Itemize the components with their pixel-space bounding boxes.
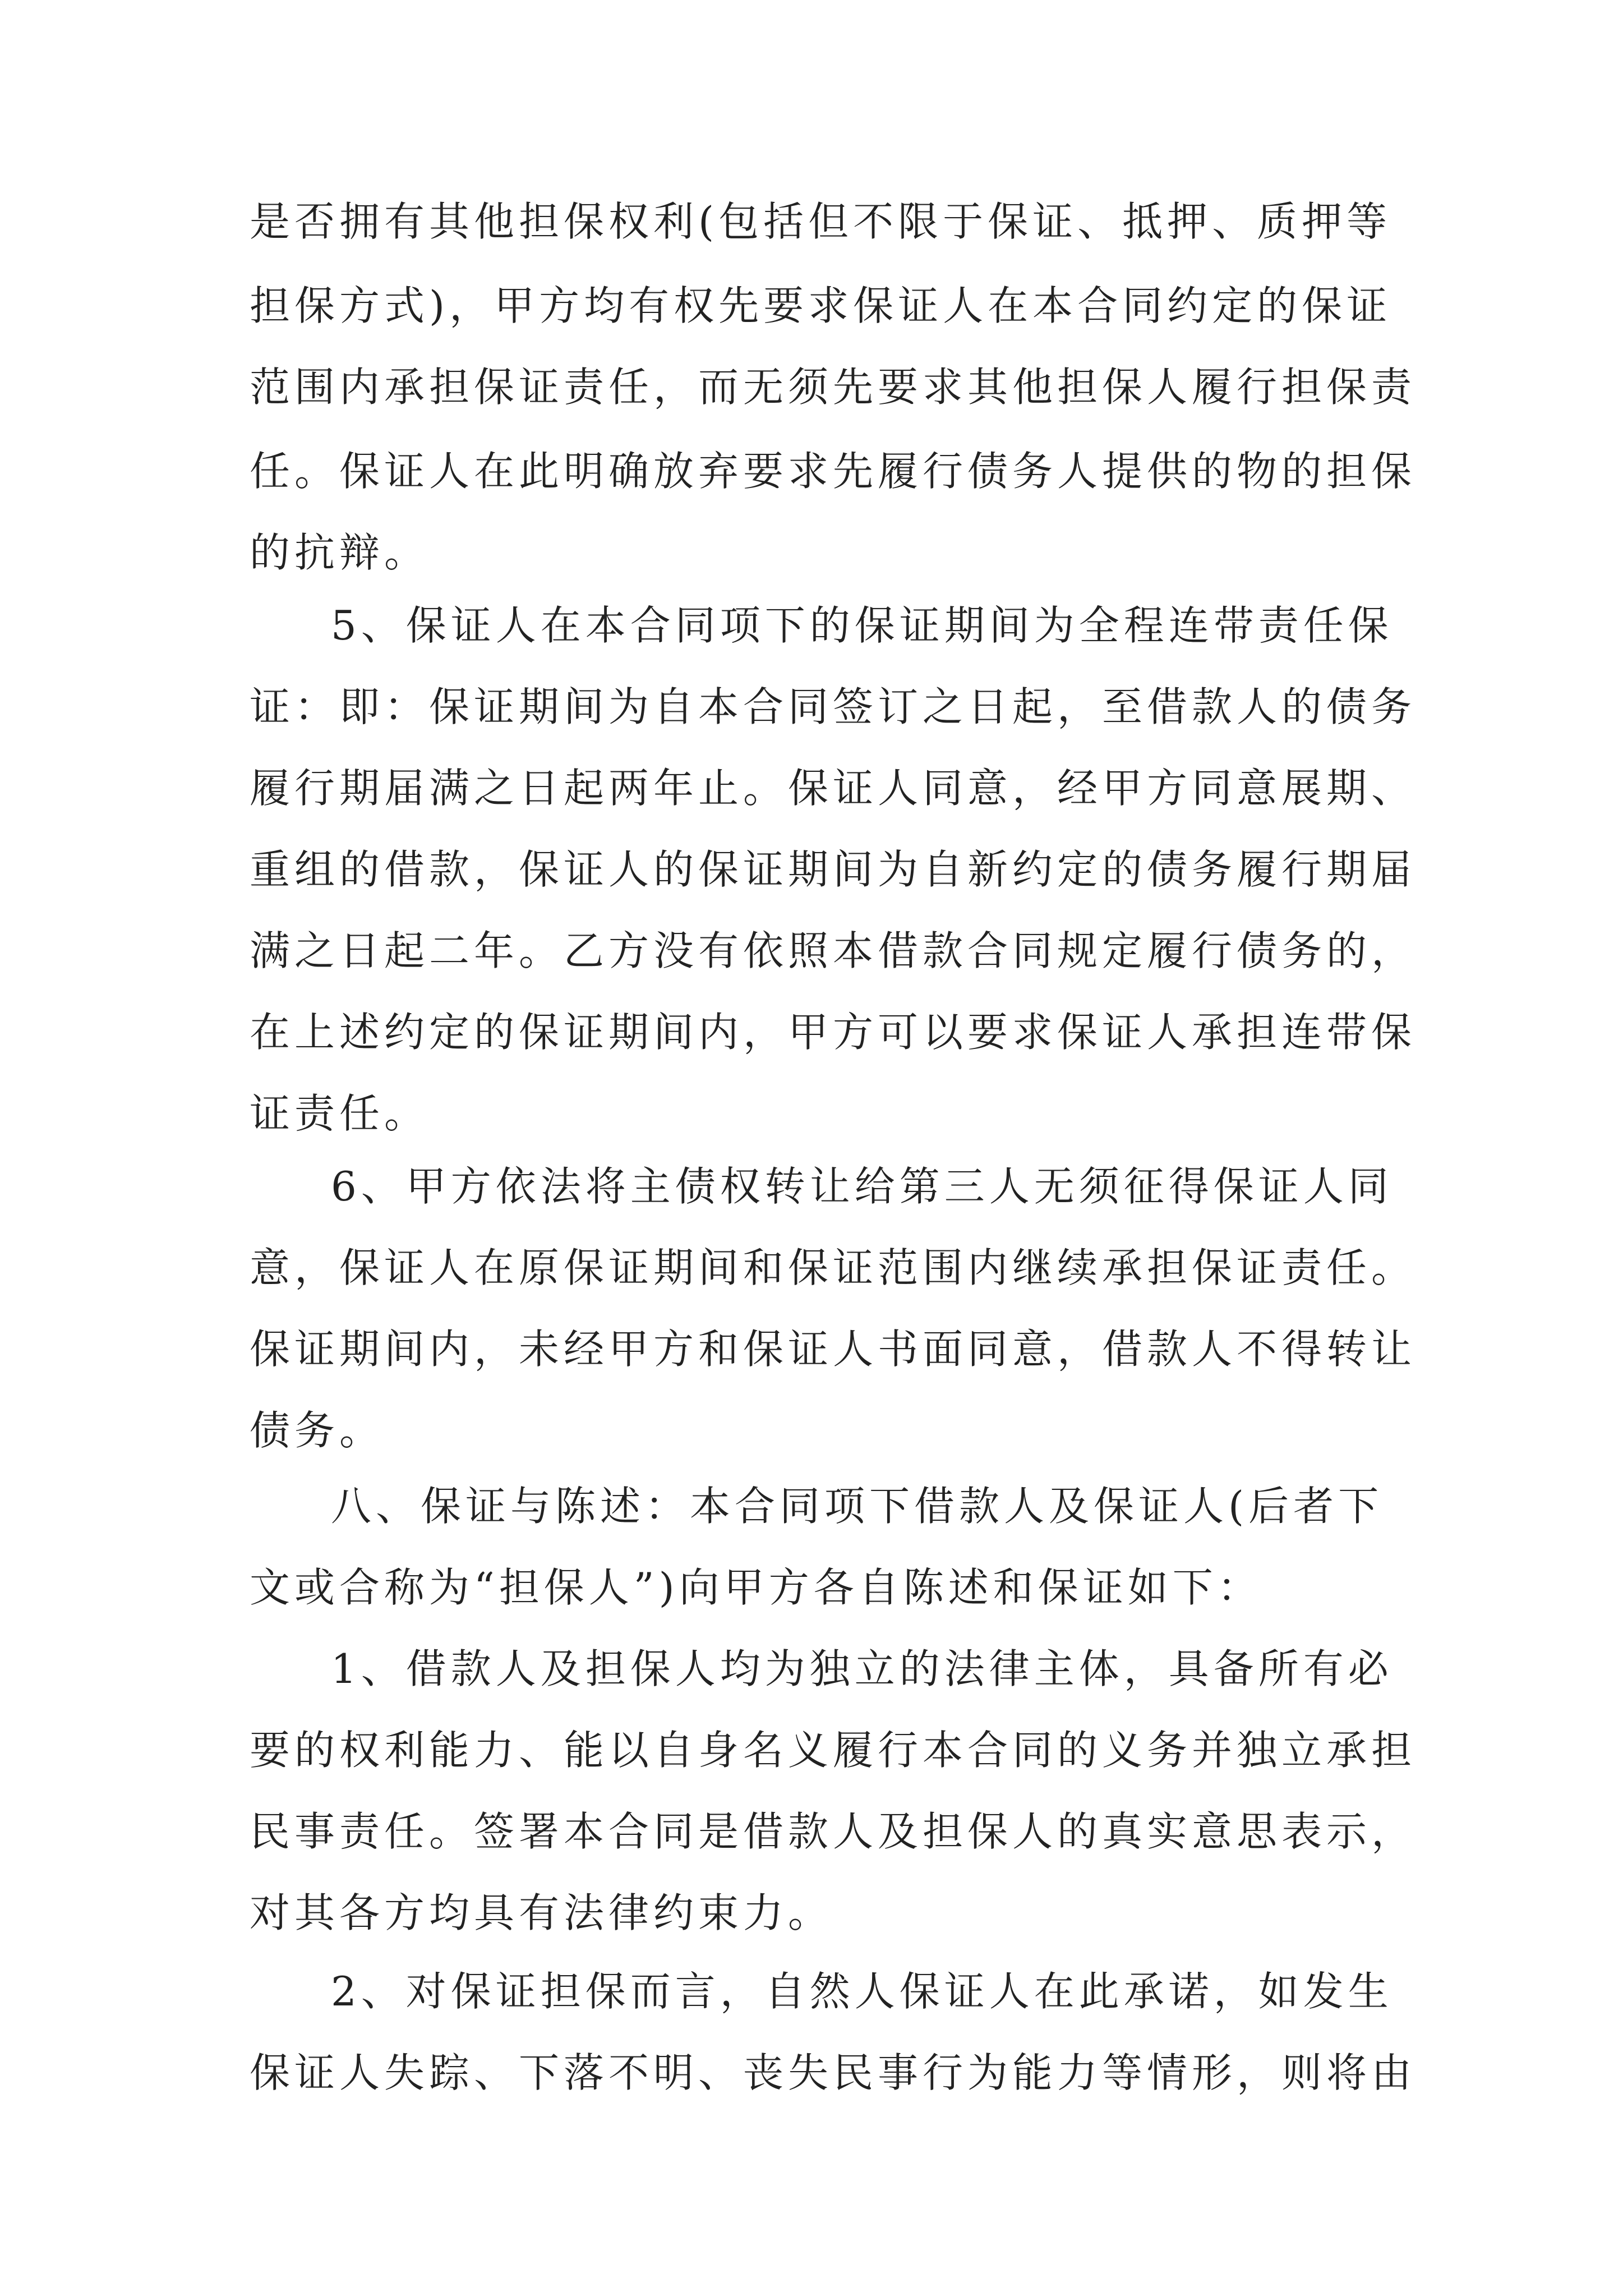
text-line: 范围内承担保证责任，而无须先要求其他担保人履行担保责 (250, 364, 1417, 411)
text-line: 担保方式)，甲方均有权先要求保证人在本合同约定的保证 (250, 282, 1392, 329)
text-line: 保证期间内，未经甲方和保证人书面同意，借款人不得转让 (250, 1326, 1417, 1373)
text-line: 证责任。 (250, 1090, 430, 1137)
text-line: 任。保证人在此明确放弃要求先履行债务人提供的物的担保 (250, 448, 1417, 495)
section-heading-line: 八、保证与陈述：本合同项下借款人及保证人(后者下 (331, 1483, 1384, 1530)
text-line: 重组的借款，保证人的保证期间为自新约定的债务履行期届 (250, 846, 1417, 893)
text-line: 意，保证人在原保证期间和保证范围内继续承担保证责任。 (250, 1244, 1417, 1291)
paragraph-first-line: 6、甲方依法将主债权转让给第三人无须征得保证人同 (331, 1163, 1393, 1210)
paragraph-first-line: 2、对保证担保而言，自然人保证人在此承诺，如发生 (331, 1968, 1393, 2015)
text-line: 债务。 (250, 1407, 385, 1454)
text-line: 要的权利能力、能以自身名义履行本合同的义务并独立承担 (250, 1727, 1417, 1774)
text-line: 履行期届满之日起两年止。保证人同意，经甲方同意展期、 (250, 765, 1417, 812)
text-line: 满之日起二年。乙方没有依照本借款合同规定履行债务的， (250, 927, 1417, 974)
paragraph-first-line: 5、保证人在本合同项下的保证期间为全程连带责任保 (331, 602, 1393, 649)
text-line: 对其各方均具有法律约束力。 (250, 1889, 833, 1936)
text-line: 证：即：保证期间为自本合同签订之日起，至借款人的债务 (250, 683, 1417, 730)
paragraph-first-line: 1、借款人及担保人均为独立的法律主体，具备所有必 (331, 1645, 1393, 1692)
text-line: 保证人失踪、下落不明、丧失民事行为能力等情形，则将由 (250, 2049, 1417, 2096)
text-line: 是否拥有其他担保权利(包括但不限于保证、抵押、质押等 (250, 198, 1392, 245)
text-line: 民事责任。签署本合同是借款人及担保人的真实意思表示， (250, 1808, 1417, 1855)
text-line: 文或合称为“担保人”)向甲方各自陈述和保证如下： (250, 1564, 1262, 1611)
text-line: 的抗辩。 (250, 529, 430, 576)
text-line: 在上述约定的保证期间内，甲方可以要求保证人承担连带保 (250, 1009, 1417, 1056)
